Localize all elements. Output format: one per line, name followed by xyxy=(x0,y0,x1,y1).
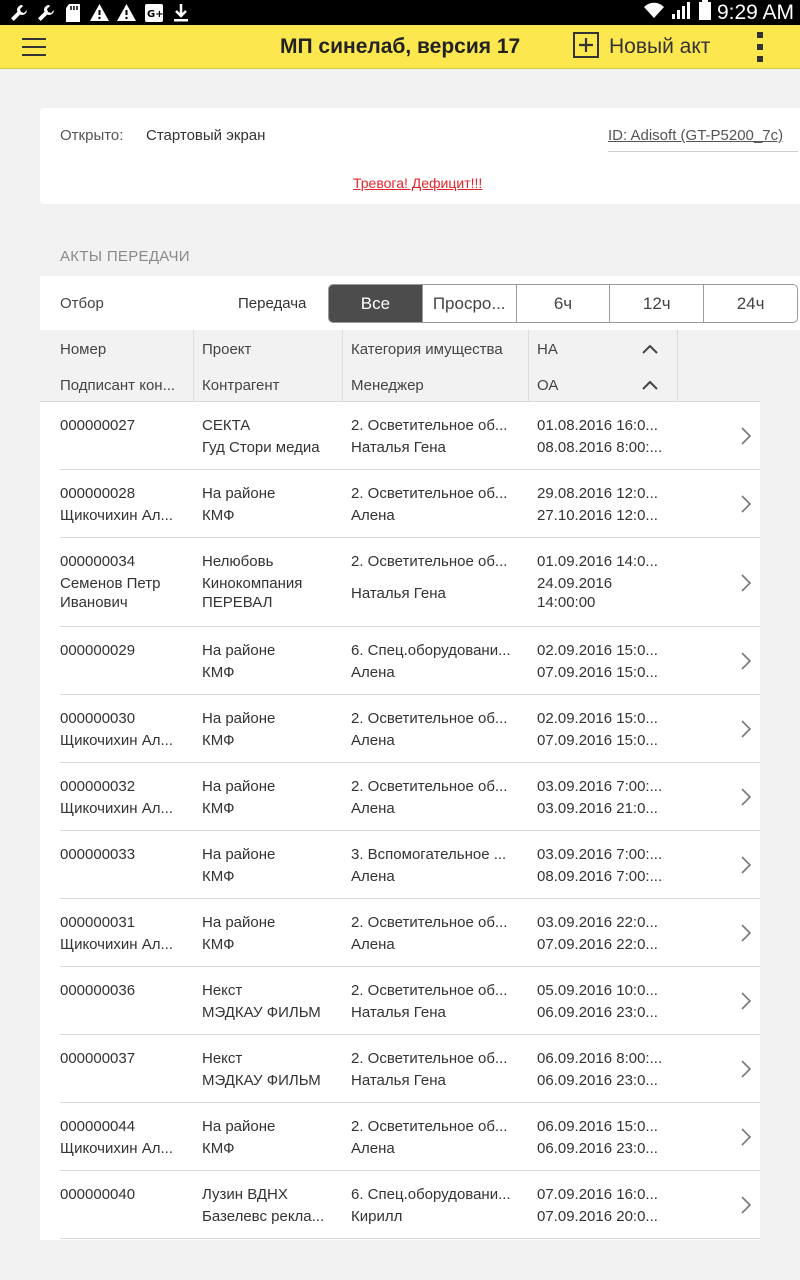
row-number: 000000034 xyxy=(60,553,136,570)
row-project: СЕКТА xyxy=(202,417,251,434)
row-number: 000000029 xyxy=(60,642,136,659)
info-panel xyxy=(40,108,800,204)
segment-6h[interactable]: 6ч xyxy=(516,285,610,322)
row-oa-cont: 14:00:00 xyxy=(537,594,596,611)
header-number[interactable]: Номер xyxy=(60,341,107,358)
row-project: На районе xyxy=(202,710,276,727)
add-box-icon xyxy=(572,31,600,64)
row-counterparty: КМФ xyxy=(202,868,235,885)
chevron-right-icon[interactable] xyxy=(740,787,752,807)
table-row[interactable] xyxy=(40,763,760,831)
row-signer: Семенов Петр xyxy=(60,575,161,592)
row-manager: Наталья Гена xyxy=(351,1004,446,1021)
row-counterparty: КМФ xyxy=(202,732,235,749)
row-oa: 03.09.2016 21:0... xyxy=(537,800,658,817)
row-manager: Алена xyxy=(351,1140,395,1157)
row-na: 03.09.2016 7:00:... xyxy=(537,778,663,795)
row-number: 000000037 xyxy=(60,1050,136,1067)
opened-label: Открыто: xyxy=(60,127,124,144)
header-na[interactable]: НА xyxy=(537,341,558,358)
row-number: 000000027 xyxy=(60,417,136,434)
row-signer: Щикочихин Ал... xyxy=(60,800,173,817)
row-number: 000000032 xyxy=(60,778,136,795)
google-plus-icon xyxy=(143,2,164,23)
hamburger-line xyxy=(22,46,46,48)
row-category: 2. Осветительное об... xyxy=(351,1118,508,1135)
row-na: 03.09.2016 7:00:... xyxy=(537,846,663,863)
row-project: На районе xyxy=(202,778,276,795)
row-counterparty: КМФ xyxy=(202,1140,235,1157)
row-na: 06.09.2016 15:0... xyxy=(537,1118,658,1135)
row-divider xyxy=(60,1238,760,1239)
more-vert-dot xyxy=(757,44,763,50)
more-vert-dot xyxy=(757,56,763,62)
row-number: 000000030 xyxy=(60,710,136,727)
sort-ascending-icon[interactable] xyxy=(641,343,659,355)
row-oa: 08.09.2016 7:00:... xyxy=(537,868,663,885)
row-number: 000000044 xyxy=(60,1118,136,1135)
app-title: МП синелаб, версия 17 xyxy=(280,35,521,58)
row-oa: 06.09.2016 23:0... xyxy=(537,1140,658,1157)
sort-ascending-icon[interactable] xyxy=(641,379,659,391)
chevron-right-icon[interactable] xyxy=(740,651,752,671)
chevron-right-icon[interactable] xyxy=(740,855,752,875)
column-divider xyxy=(193,330,194,402)
row-oa: 06.09.2016 23:0... xyxy=(537,1072,658,1089)
row-oa: 24.09.2016 xyxy=(537,575,613,592)
row-category: 2. Осветительное об... xyxy=(351,778,508,795)
header-counterparty[interactable]: Контрагент xyxy=(202,377,280,394)
filter-label: Отбор xyxy=(60,295,104,312)
row-number: 000000040 xyxy=(60,1186,136,1203)
row-project: Некст xyxy=(202,982,243,999)
column-divider xyxy=(677,330,678,402)
chevron-right-icon[interactable] xyxy=(740,573,752,593)
row-category: 3. Вспомогательное ... xyxy=(351,846,507,863)
row-number: 000000033 xyxy=(60,846,136,863)
more-vert-icon xyxy=(757,32,763,38)
signal-icon xyxy=(671,0,693,25)
device-id-link[interactable]: ID: Adisoft (GT-P5200_7c) xyxy=(608,127,784,144)
row-oa: 27.10.2016 12:0... xyxy=(537,507,658,524)
row-oa: 07.09.2016 22:0... xyxy=(537,936,658,953)
row-oa: 06.09.2016 23:0... xyxy=(537,1004,658,1021)
row-number: 000000031 xyxy=(60,914,136,931)
table-row[interactable] xyxy=(40,899,760,967)
battery-icon xyxy=(699,0,711,25)
table-row[interactable] xyxy=(40,1035,760,1103)
table-row[interactable] xyxy=(40,470,760,538)
wifi-icon xyxy=(643,1,665,24)
overflow-menu-button[interactable] xyxy=(754,31,768,63)
transfer-filter-segmented xyxy=(328,284,798,323)
sd-card-icon xyxy=(62,2,83,23)
row-project: На районе xyxy=(202,1118,276,1135)
segment-12h[interactable]: 12ч xyxy=(609,285,703,322)
chevron-right-icon[interactable] xyxy=(740,719,752,739)
svg-text:G+: G+ xyxy=(146,8,164,20)
menu-button[interactable] xyxy=(20,34,50,60)
row-manager: Наталья Гена xyxy=(351,585,446,602)
column-divider xyxy=(528,330,529,402)
chevron-right-icon[interactable] xyxy=(740,494,752,514)
chevron-right-icon[interactable] xyxy=(740,923,752,943)
download-icon xyxy=(170,2,191,23)
new-act-label: Новый акт xyxy=(609,35,711,58)
row-project: Нелюбовь xyxy=(202,553,274,570)
row-number: 000000028 xyxy=(60,485,136,502)
notification-icons xyxy=(8,2,191,23)
segment-all[interactable]: Все xyxy=(329,285,422,322)
row-counterparty: КМФ xyxy=(202,507,235,524)
row-category: 2. Осветительное об... xyxy=(351,417,508,434)
row-na: 02.09.2016 15:0... xyxy=(537,710,658,727)
deficit-alarm-link[interactable]: Тревога! Дефицит!!! xyxy=(353,175,483,191)
row-category: 2. Осветительное об... xyxy=(351,710,508,727)
row-counterparty: МЭДКАУ ФИЛЬМ xyxy=(202,1004,321,1021)
row-project: На районе xyxy=(202,642,276,659)
row-counterparty: КМФ xyxy=(202,936,235,953)
row-manager: Алена xyxy=(351,936,395,953)
row-signer: Щикочихин Ал... xyxy=(60,732,173,749)
row-na: 07.09.2016 16:0... xyxy=(537,1186,658,1203)
row-counterparty: Базелевс рекла... xyxy=(202,1208,325,1225)
table-row[interactable] xyxy=(40,538,760,627)
row-counterparty: КМФ xyxy=(202,800,235,817)
row-signer: Щикочихин Ал... xyxy=(60,936,173,953)
wrench-icon xyxy=(35,2,56,23)
row-na: 29.08.2016 12:0... xyxy=(537,485,658,502)
row-signer: Щикочихин Ал... xyxy=(60,1140,173,1157)
clock: 9:29 AM xyxy=(716,0,794,24)
row-counterparty: КМФ xyxy=(202,664,235,681)
row-oa: 07.09.2016 15:0... xyxy=(537,664,658,681)
row-manager: Алена xyxy=(351,507,395,524)
header-manager[interactable]: Менеджер xyxy=(351,377,424,394)
acts-table xyxy=(40,330,760,1240)
row-project: На районе xyxy=(202,914,276,931)
row-category: 6. Спец.оборудовани... xyxy=(351,642,511,659)
hamburger-icon xyxy=(22,38,46,40)
header-project[interactable]: Проект xyxy=(202,341,252,358)
row-na: 03.09.2016 22:0... xyxy=(537,914,658,931)
row-counterparty: МЭДКАУ ФИЛЬМ xyxy=(202,1072,321,1089)
row-counterparty-cont: ПЕРЕВАЛ xyxy=(202,594,273,611)
row-project: Лузин ВДНХ xyxy=(202,1186,288,1203)
row-oa: 08.08.2016 8:00:... xyxy=(537,439,663,456)
row-na: 01.09.2016 14:0... xyxy=(537,553,658,570)
table-row[interactable] xyxy=(40,967,760,1035)
warning-icon xyxy=(89,2,110,23)
row-project: Некст xyxy=(202,1050,243,1067)
app-bar xyxy=(0,25,800,69)
row-project: На районе xyxy=(202,846,276,863)
section-title: АКТЫ ПЕРЕДАЧИ xyxy=(60,248,190,265)
row-manager: Наталья Гена xyxy=(351,439,446,456)
new-act-button[interactable] xyxy=(572,32,710,62)
row-category: 2. Осветительное об... xyxy=(351,1050,508,1067)
segment-24h[interactable]: 24ч xyxy=(703,285,797,322)
row-manager: Алена xyxy=(351,732,395,749)
row-category: 2. Осветительное об... xyxy=(351,553,508,570)
row-category: 2. Осветительное об... xyxy=(351,982,508,999)
wrench-icon xyxy=(8,2,29,23)
row-signer-cont: Иванович xyxy=(60,594,128,611)
column-divider xyxy=(342,330,343,402)
row-manager: Кирилл xyxy=(351,1208,403,1225)
row-oa: 07.09.2016 15:0... xyxy=(537,732,658,749)
opened-value: Стартовый экран xyxy=(146,127,266,144)
row-na: 05.09.2016 10:0... xyxy=(537,982,658,999)
chevron-right-icon[interactable] xyxy=(740,426,752,446)
chevron-right-icon[interactable] xyxy=(740,1195,752,1215)
transfer-label: Передача xyxy=(238,295,307,312)
row-oa: 07.09.2016 20:0... xyxy=(537,1208,658,1225)
table-row[interactable] xyxy=(40,402,760,470)
table-header xyxy=(40,330,760,402)
row-counterparty: Кинокомпания xyxy=(202,575,303,592)
row-na: 01.08.2016 16:0... xyxy=(537,417,658,434)
chevron-right-icon[interactable] xyxy=(740,1127,752,1147)
row-na: 02.09.2016 15:0... xyxy=(537,642,658,659)
table-row[interactable] xyxy=(40,831,760,899)
header-signer[interactable]: Подписант кон... xyxy=(60,377,176,394)
row-counterparty: Гуд Стори медиа xyxy=(202,439,320,456)
table-row[interactable] xyxy=(40,1171,760,1239)
table-row[interactable] xyxy=(40,627,760,695)
warning-icon xyxy=(116,2,137,23)
status-bar xyxy=(0,0,800,25)
hamburger-line xyxy=(22,54,46,56)
segment-overdue[interactable]: Просро... xyxy=(422,285,516,322)
row-na: 06.09.2016 8:00:... xyxy=(537,1050,663,1067)
header-oa[interactable]: ОА xyxy=(537,377,559,394)
chevron-right-icon[interactable] xyxy=(740,1059,752,1079)
row-manager: Наталья Гена xyxy=(351,1072,446,1089)
row-category: 2. Осветительное об... xyxy=(351,485,508,502)
row-category: 2. Осветительное об... xyxy=(351,914,508,931)
divider xyxy=(608,151,798,152)
table-row[interactable] xyxy=(40,1103,760,1171)
row-category: 6. Спец.оборудовани... xyxy=(351,1186,511,1203)
table-row[interactable] xyxy=(40,695,760,763)
filter-row xyxy=(40,276,800,330)
row-manager: Алена xyxy=(351,868,395,885)
header-category[interactable]: Категория имущества xyxy=(351,341,503,358)
row-project: На районе xyxy=(202,485,276,502)
row-number: 000000036 xyxy=(60,982,136,999)
row-signer: Щикочихин Ал... xyxy=(60,507,173,524)
row-manager: Алена xyxy=(351,800,395,817)
row-manager: Алена xyxy=(351,664,395,681)
chevron-right-icon[interactable] xyxy=(740,991,752,1011)
